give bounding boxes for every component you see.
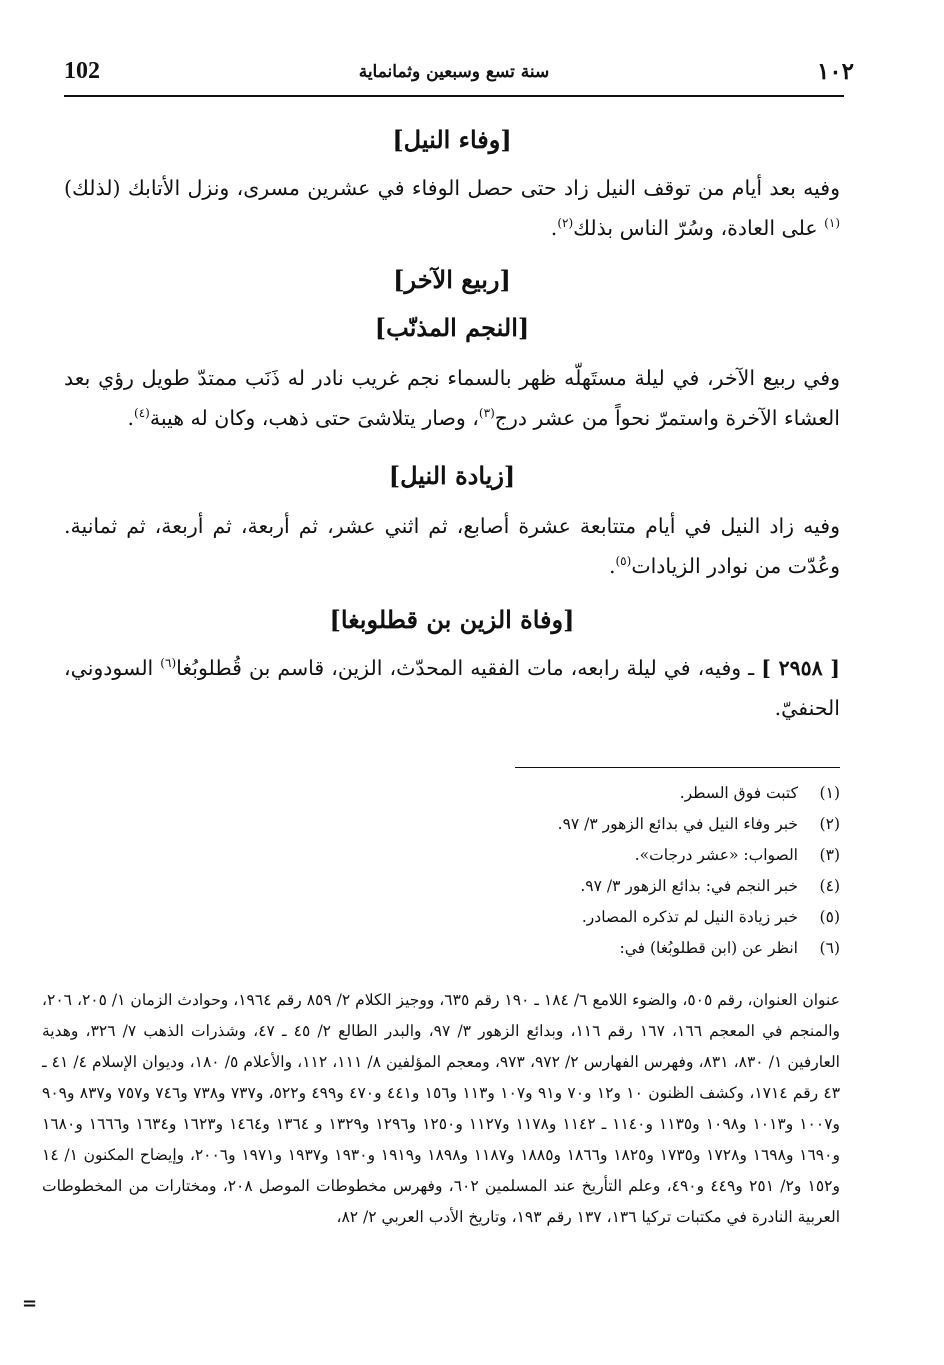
footnote-ref: (٢) (557, 216, 574, 231)
paragraph (64, 358, 840, 438)
footnote-text: كتبت فوق السطر. (679, 784, 798, 802)
paragraph-text: وفيه زاد النيل في أيام متتابعة عشرة أصابع، ثم اثني عشر، ثم أربعة، ثم أربعة، ثم ثمانية. وعُدّت من نوادر الزيادات (64, 514, 840, 578)
footnote (64, 778, 840, 809)
footnote-number: (١) (819, 784, 840, 802)
paragraph (64, 648, 840, 728)
footnote (64, 902, 840, 933)
paragraph (64, 506, 840, 586)
paragraph-text: . (608, 554, 616, 578)
footnote-ref: (٥) (615, 554, 632, 569)
page-number-latin: 102 (64, 58, 100, 84)
footnote-number: (٥) (819, 908, 840, 926)
paragraph-text: السودوني، الحنفيّ. (64, 656, 840, 720)
footnote-text: الصواب: «عشر درجات». (634, 846, 798, 864)
footnote-ref: (٣) (478, 406, 495, 421)
footnote-ref: (٦) (160, 656, 177, 671)
footnote-separator (515, 767, 840, 768)
footnote-text: انظر عن (ابن قطلوبُغا) في: (619, 939, 798, 957)
page-number-arabic: ١٠٢ (816, 58, 854, 85)
section-heading: [النجم المذنّب] (374, 313, 530, 342)
section-heading: [وفاة الزين بن قطلوبغا] (329, 605, 575, 634)
footnote-ref: (٤) (134, 406, 150, 421)
footnote-6-references: عنوان العنوان، رقم ٥٠٥، والضوء اللامع ٦/ ١٨٤ ـ ١٩٠ رقم ٦٣٥، ووجيز الكلام ٢/ ٨٥٩ رقم ١٩٦٤، وحوادث الزمان ١/ ٢٠٥، ٢٠٦، والمنجم في المعجم ١٦٦، ١٦٧ رقم ١١٦، وبدائع الزهور ٣/ ٩٧، والبدر الطالع ٢/ ٤٥ ـ ٤٧، وشذرات الذهب ٧/ ٣٢٦، وهدية العارفين ١/ ٨٣٠، ٨٣١، وفهرس الفهارس ٢/ ٩٧٢، ٩٧٣، ومعجم المؤلفين ٨/ ١١١، ١١٢، والأعلام ٥/ ١٨٠، وديوان الإسلام ٤/ ٤١ ـ ٤٣ رقم ١٧١٤، وكشف الظنون ١٠ و١٢ و٧٠ و٩١ و١٠٧ و١١٣ و١٥٦ و٤٤١ و٤٧٠ و٤٩٩ و٥٢٢، و٧٣٧ و٧٣٨ و٧٤٦ و٧٥٧ و٨٣٧ و٩٠٩ و١٠٠٧ و١٠١٣ و١٠٩٨ و١١٣٥ و١١٤٠ ـ ١١٤٢ و١١٧٨ و١١٢٧ و١٢٥٠ و١٢٩٦ و١٣٢٩ و ١٣٦٤ و١٤٦٤ و١٦٢٣ و١٦٣٤ و١٦٦٦ و١٦٨٠ و١٦٩٠ و١٦٩٨ و١٧٢٨ و١٧٣٥ و١٨٢٥ و١٨٦٦ و١٨٨٥ و١١٨٧ و١٨٩٨ و١٩١٩ و١٩٣٠ و١٩٣٧ و١٩٧١ و٢٠٠٦، وإيضاح المكنون ١/ ١٤ و١٥٢ و٢/ ٢٥١ و٤٤٩ و٤٩٠، وعلم التأريخ عند المسلمين ٦٠٢، وفهرس مخطوطات الموصل ٢٠٨، ومختارات من المخطوطات العربية النادرة في مكتبات تركيا ١٣٦، ١٣٧ رقم ١٩٣، وتاريخ الأدب العربي ٢/ ٨٢، (42, 991, 841, 1226)
footnote-text: خبر النجم في: بدائع الزهور ٣/ ٩٧. (580, 877, 798, 895)
header-rule (64, 95, 844, 97)
page-header (64, 58, 854, 98)
continuation-mark: = (22, 1293, 38, 1314)
paragraph-text: ـ وفيه، في ليلة رابعه، مات الفقيه المحدّث، الزين، قاسم بن قُطلوبُغا (176, 656, 762, 680)
footnote-number: (٦) (819, 939, 840, 957)
paragraph-text: على العادة، وسُرّ الناس بذلك (573, 216, 825, 240)
paragraph (64, 168, 840, 248)
footnote (64, 933, 840, 964)
section-heading: [زيادة النيل] (388, 461, 516, 490)
footnote-number: (٣) (819, 846, 840, 864)
paragraph-text: وفيه بعد أيام من توقف النيل زاد حتى حصل الوفاء في عشرين مسرى، ونزل الأتابك (لذلك) (64, 176, 840, 200)
month-heading: [ربيع الآخر] (393, 265, 511, 294)
footnote (64, 809, 840, 840)
paragraph-text: وفي ربيع الآخر، في ليلة مستَهلّه ظهر بالسماء نجم غريب نادر له ذَنَب ممتدّ طويل رؤي بعد العشاء الآخرة واستمرّ نحواً من عشر درج (64, 366, 840, 430)
footnote-number: (٢) (819, 815, 840, 833)
paragraph-text: ، وصار يتلاشىَ حتى ذهب، وكان له هيبة (149, 406, 479, 430)
running-title: سنة تسع وسبعين وثمانماية (358, 62, 550, 82)
footnote-number: (٤) (819, 877, 840, 895)
footnote-text: خبر وفاء النيل في بدائع الزهور ٣/ ٩٧. (557, 815, 798, 833)
paragraph-text: . (550, 216, 558, 240)
footnote (64, 871, 840, 902)
footnote-text: خبر زيادة النيل لم تذكره المصادر. (581, 908, 798, 926)
entry-number: [ ٢٩٥٨ ] (761, 656, 840, 680)
section-heading: [وفاء النيل] (392, 125, 512, 154)
paragraph-text: . (127, 406, 135, 430)
footnote (64, 840, 840, 871)
footnotes (64, 778, 840, 964)
footnote-ref: (١) (824, 216, 840, 231)
main-text (64, 118, 840, 728)
